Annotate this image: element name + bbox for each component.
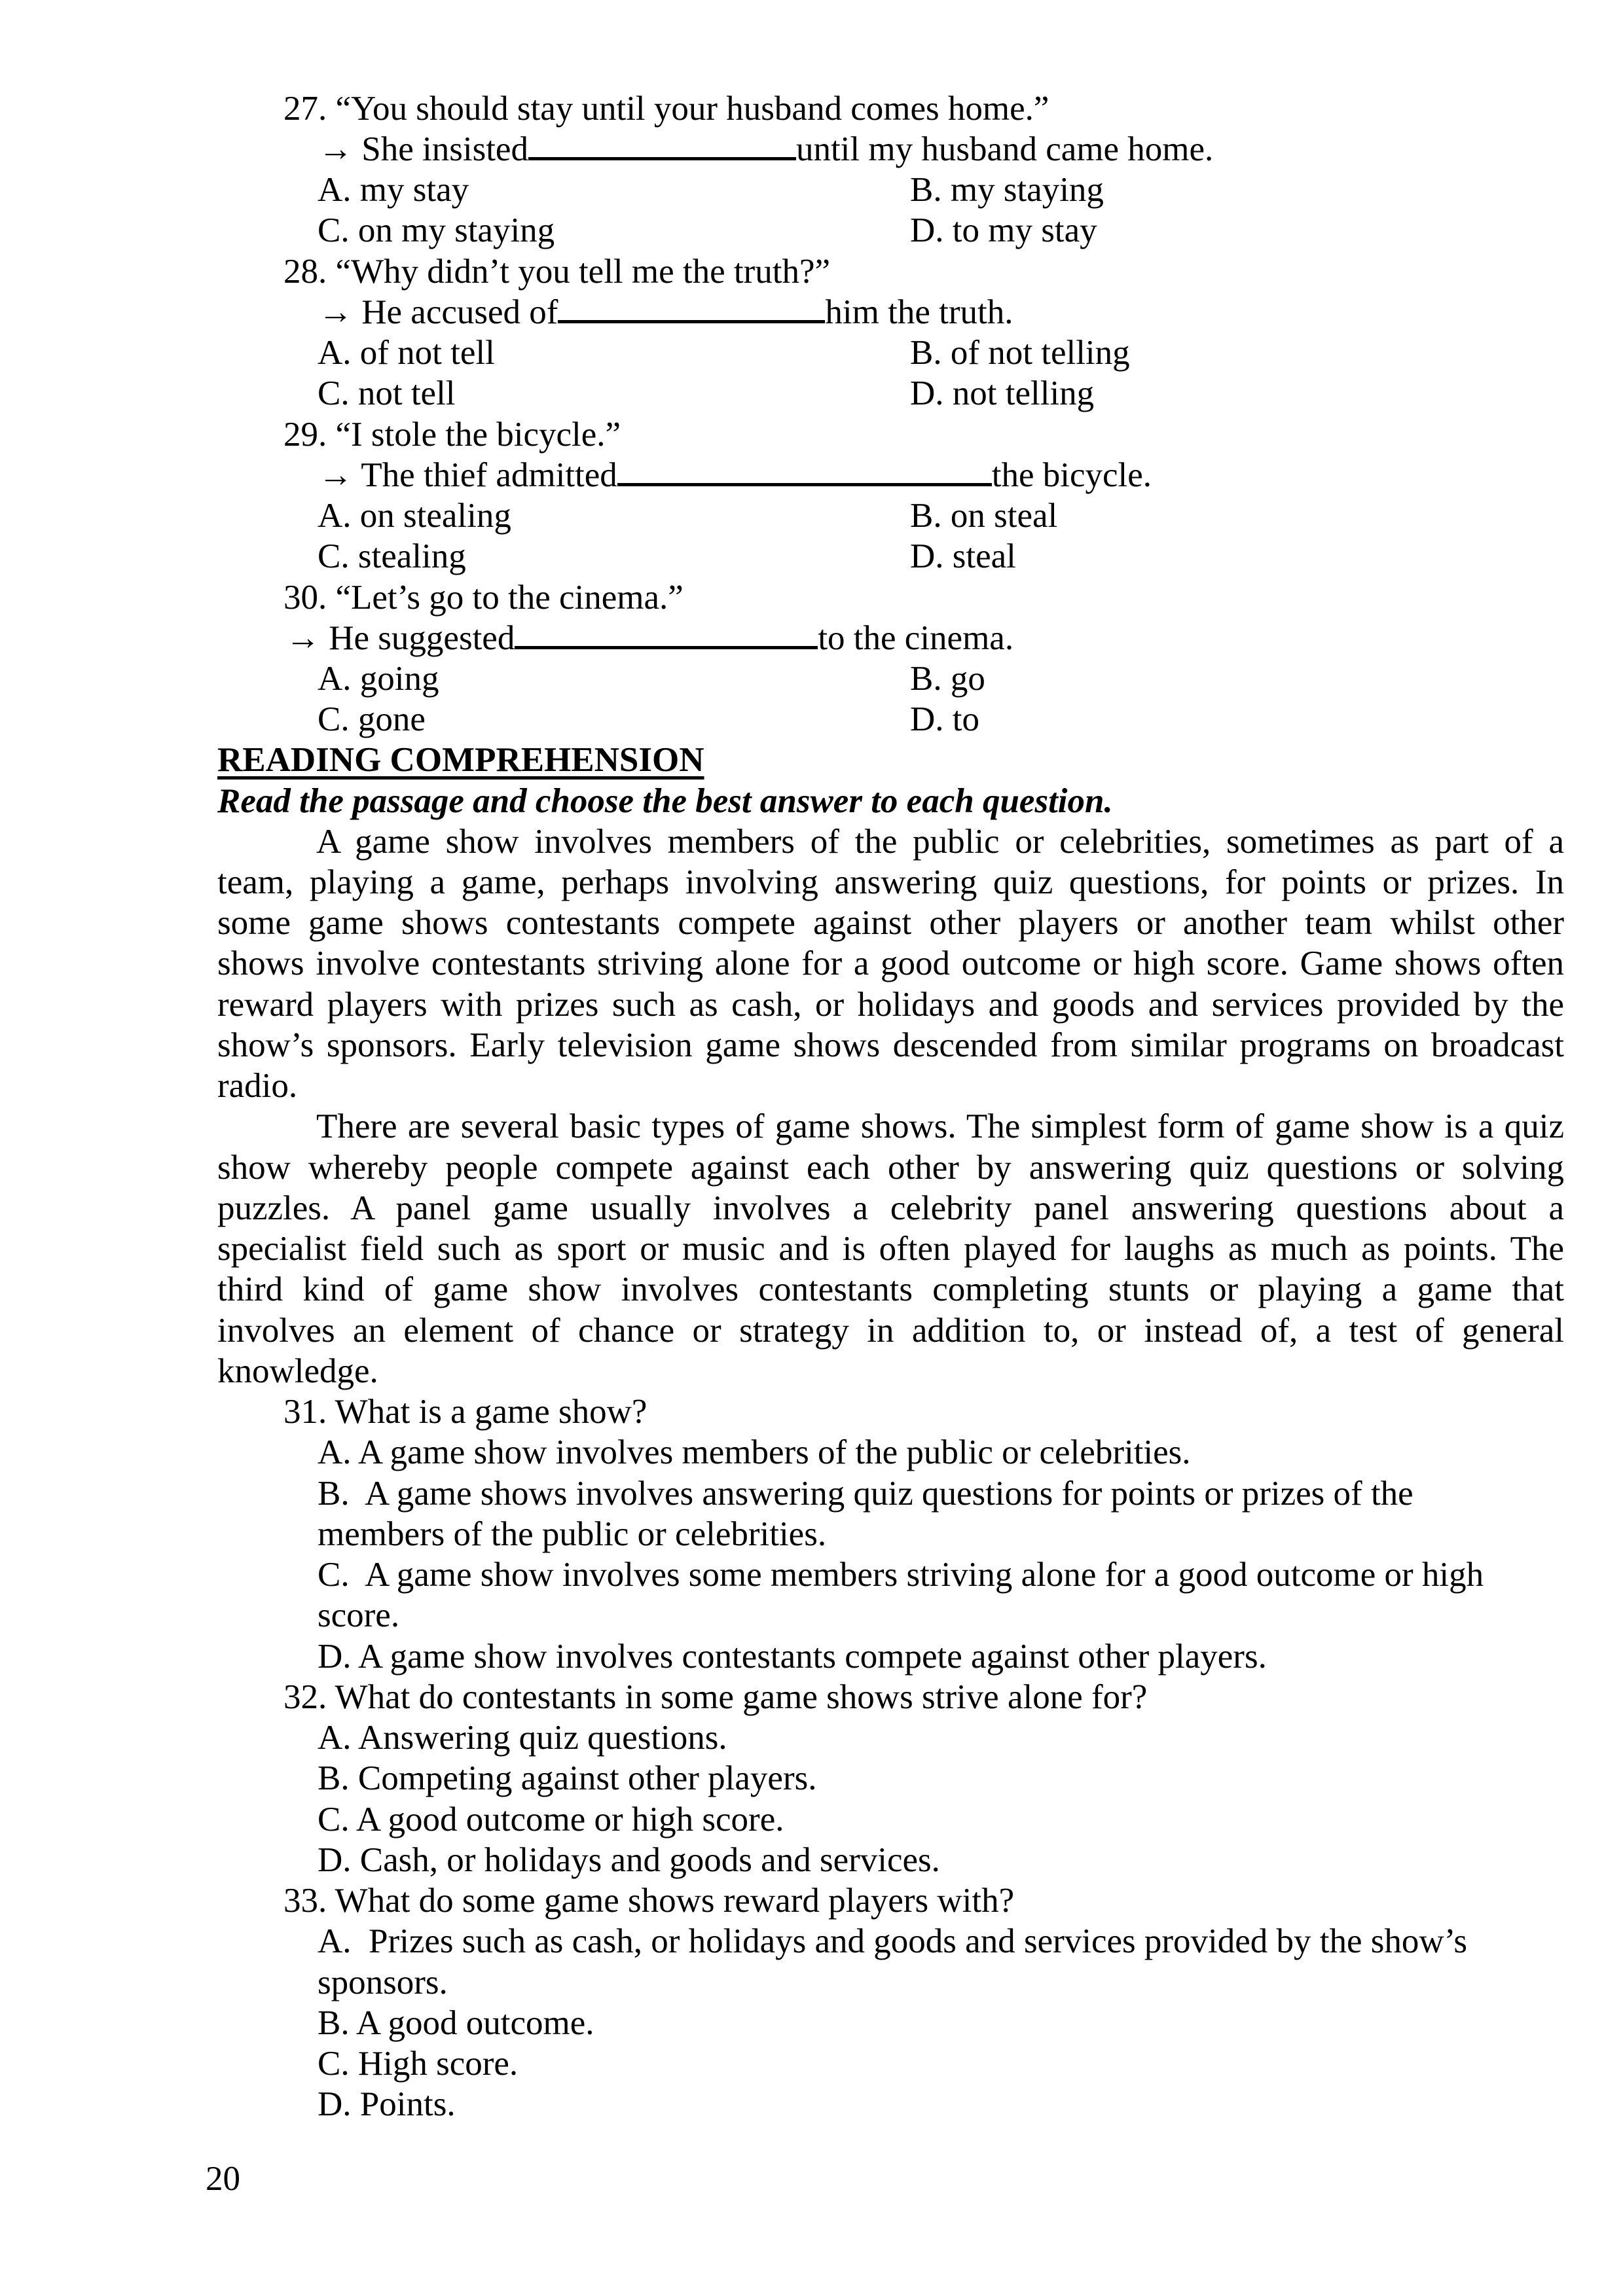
option-b: B. on steal [910,497,1058,535]
question-text: “I stole the bicycle.” [335,416,621,454]
answer-blank [617,482,992,486]
rewrite-before: She insisted [361,130,528,168]
passage-line: some game shows contestants compete against other players or another team whilst other [217,904,1564,942]
question-text: “Let’s go to the cinema.” [335,579,684,617]
question-32: 32. What do contestants in some game shows strive alone for? [283,1678,1148,1716]
rewrite-before: He suggested [329,619,515,657]
question-33: 33. What do some game shows reward players with? [283,1882,1015,1920]
passage-line: involves an element of chance or strategy in addition to, or instead of, a test of general [217,1312,1564,1350]
answer-blank [558,319,825,323]
section-instruction: Read the passage and choose the best answer to each question. [217,782,1113,820]
option-a-continued: sponsors. [318,1964,448,2001]
option-b: B. Competing against other players. [318,1759,817,1797]
option-a: A. Answering quiz questions. [318,1719,727,1757]
question-29-rewrite [318,458,1152,493]
passage-line: team, playing a game, perhaps involving answering quiz questions, for points or prizes. In [217,863,1564,901]
option-c: C. on my staying [318,211,555,249]
rewrite-after: him the truth. [825,293,1013,331]
passage-line: shows involve contestants striving alone for a good outcome or high score. Game shows often [217,944,1564,982]
option-d: D. to [910,700,979,738]
passage-line: A game show involves members of the public or celebrities, sometimes as part of a [316,823,1564,861]
option-a: A. of not tell [318,334,495,372]
question-number: 29. [283,416,327,454]
rewrite-after: to the cinema. [818,619,1014,657]
option-b: B. A game shows involves answering quiz questions for points or prizes of the [318,1475,1413,1513]
question-number: 27. [283,90,327,128]
question-text: “Why didn’t you tell me the truth?” [335,253,831,291]
question-31: 31. What is a game show? [283,1393,647,1431]
question-30-prompt [283,581,684,615]
option-a: A. going [318,660,439,698]
option-d: D. not telling [910,374,1095,412]
question-27-rewrite [318,132,1213,167]
question-28-rewrite [318,295,1013,330]
question-30-rewrite [285,621,1013,656]
section-heading: READING COMPREHENSION [217,741,704,779]
rewrite-before: He accused of [361,293,558,331]
rewrite-after: until my husband came home. [795,130,1214,168]
answer-blank [528,156,796,160]
option-c: C. High score. [318,2045,519,2083]
option-c: C. stealing [318,537,466,575]
arrow-right-icon: → [318,293,353,331]
question-number: 28. [283,253,327,291]
option-d: D. Points. [318,2085,456,2123]
option-b-continued: members of the public or celebrities. [318,1515,827,1553]
rewrite-after: the bicycle. [991,456,1152,494]
passage-line: show whereby people compete against each other by answering quiz questions or solving [217,1149,1564,1187]
option-a: A. A game show involves members of the public or celebrities. [318,1433,1191,1471]
arrow-right-icon: → [318,130,353,168]
question-27-prompt [283,92,1049,126]
passage-line: radio. [217,1067,298,1105]
passage-line: There are several basic types of game shows. The simplest form of game show is a quiz [316,1107,1564,1145]
option-d: D. Cash, or holidays and goods and services. [318,1841,940,1879]
option-b: B. of not telling [910,334,1130,372]
option-c: C. gone [318,700,426,738]
arrow-right-icon: → [285,619,320,657]
option-b: B. A good outcome. [318,2004,594,2042]
question-text: “You should stay until your husband comes home.” [335,90,1049,128]
question-number: 30. [283,579,327,617]
option-a: A. Prizes such as cash, or holidays and goods and services provided by the show’s [318,1922,1468,1960]
question-28-prompt [283,255,830,289]
arrow-right-icon: → [318,456,353,494]
option-a: A. on stealing [318,497,511,535]
option-c: C. A game show involves some members striving alone for a good outcome or high [318,1556,1484,1594]
question-29-prompt [283,418,621,452]
option-b: B. go [910,660,985,698]
passage-line: reward players with prizes such as cash, or holidays and goods and services provided by the [217,986,1564,1024]
option-d: D. to my stay [910,211,1097,249]
option-c: C. A good outcome or high score. [318,1801,784,1839]
option-c: C. not tell [318,374,456,412]
option-d: D. steal [910,537,1016,575]
passage-line: show’s sponsors. Early television game shows descended from similar programs on broadcast [217,1026,1564,1064]
passage-line: puzzles. A panel game usually involves a celebrity panel answering questions about a [217,1189,1564,1227]
option-c-continued: score. [318,1596,400,1634]
rewrite-before: The thief admitted [361,456,617,494]
passage-line: specialist field such as sport or music and is often played for laughs as much as points. The [217,1230,1564,1268]
page-number: 20 [206,2160,240,2198]
answer-blank [515,645,818,649]
option-d: D. A game show involves contestants compete against other players. [318,1638,1267,1676]
option-a: A. my stay [318,171,469,209]
passage-line: third kind of game show involves contestants completing stunts or playing a game that [217,1270,1564,1308]
option-b: B. my staying [910,171,1104,209]
passage-line: knowledge. [217,1352,378,1390]
